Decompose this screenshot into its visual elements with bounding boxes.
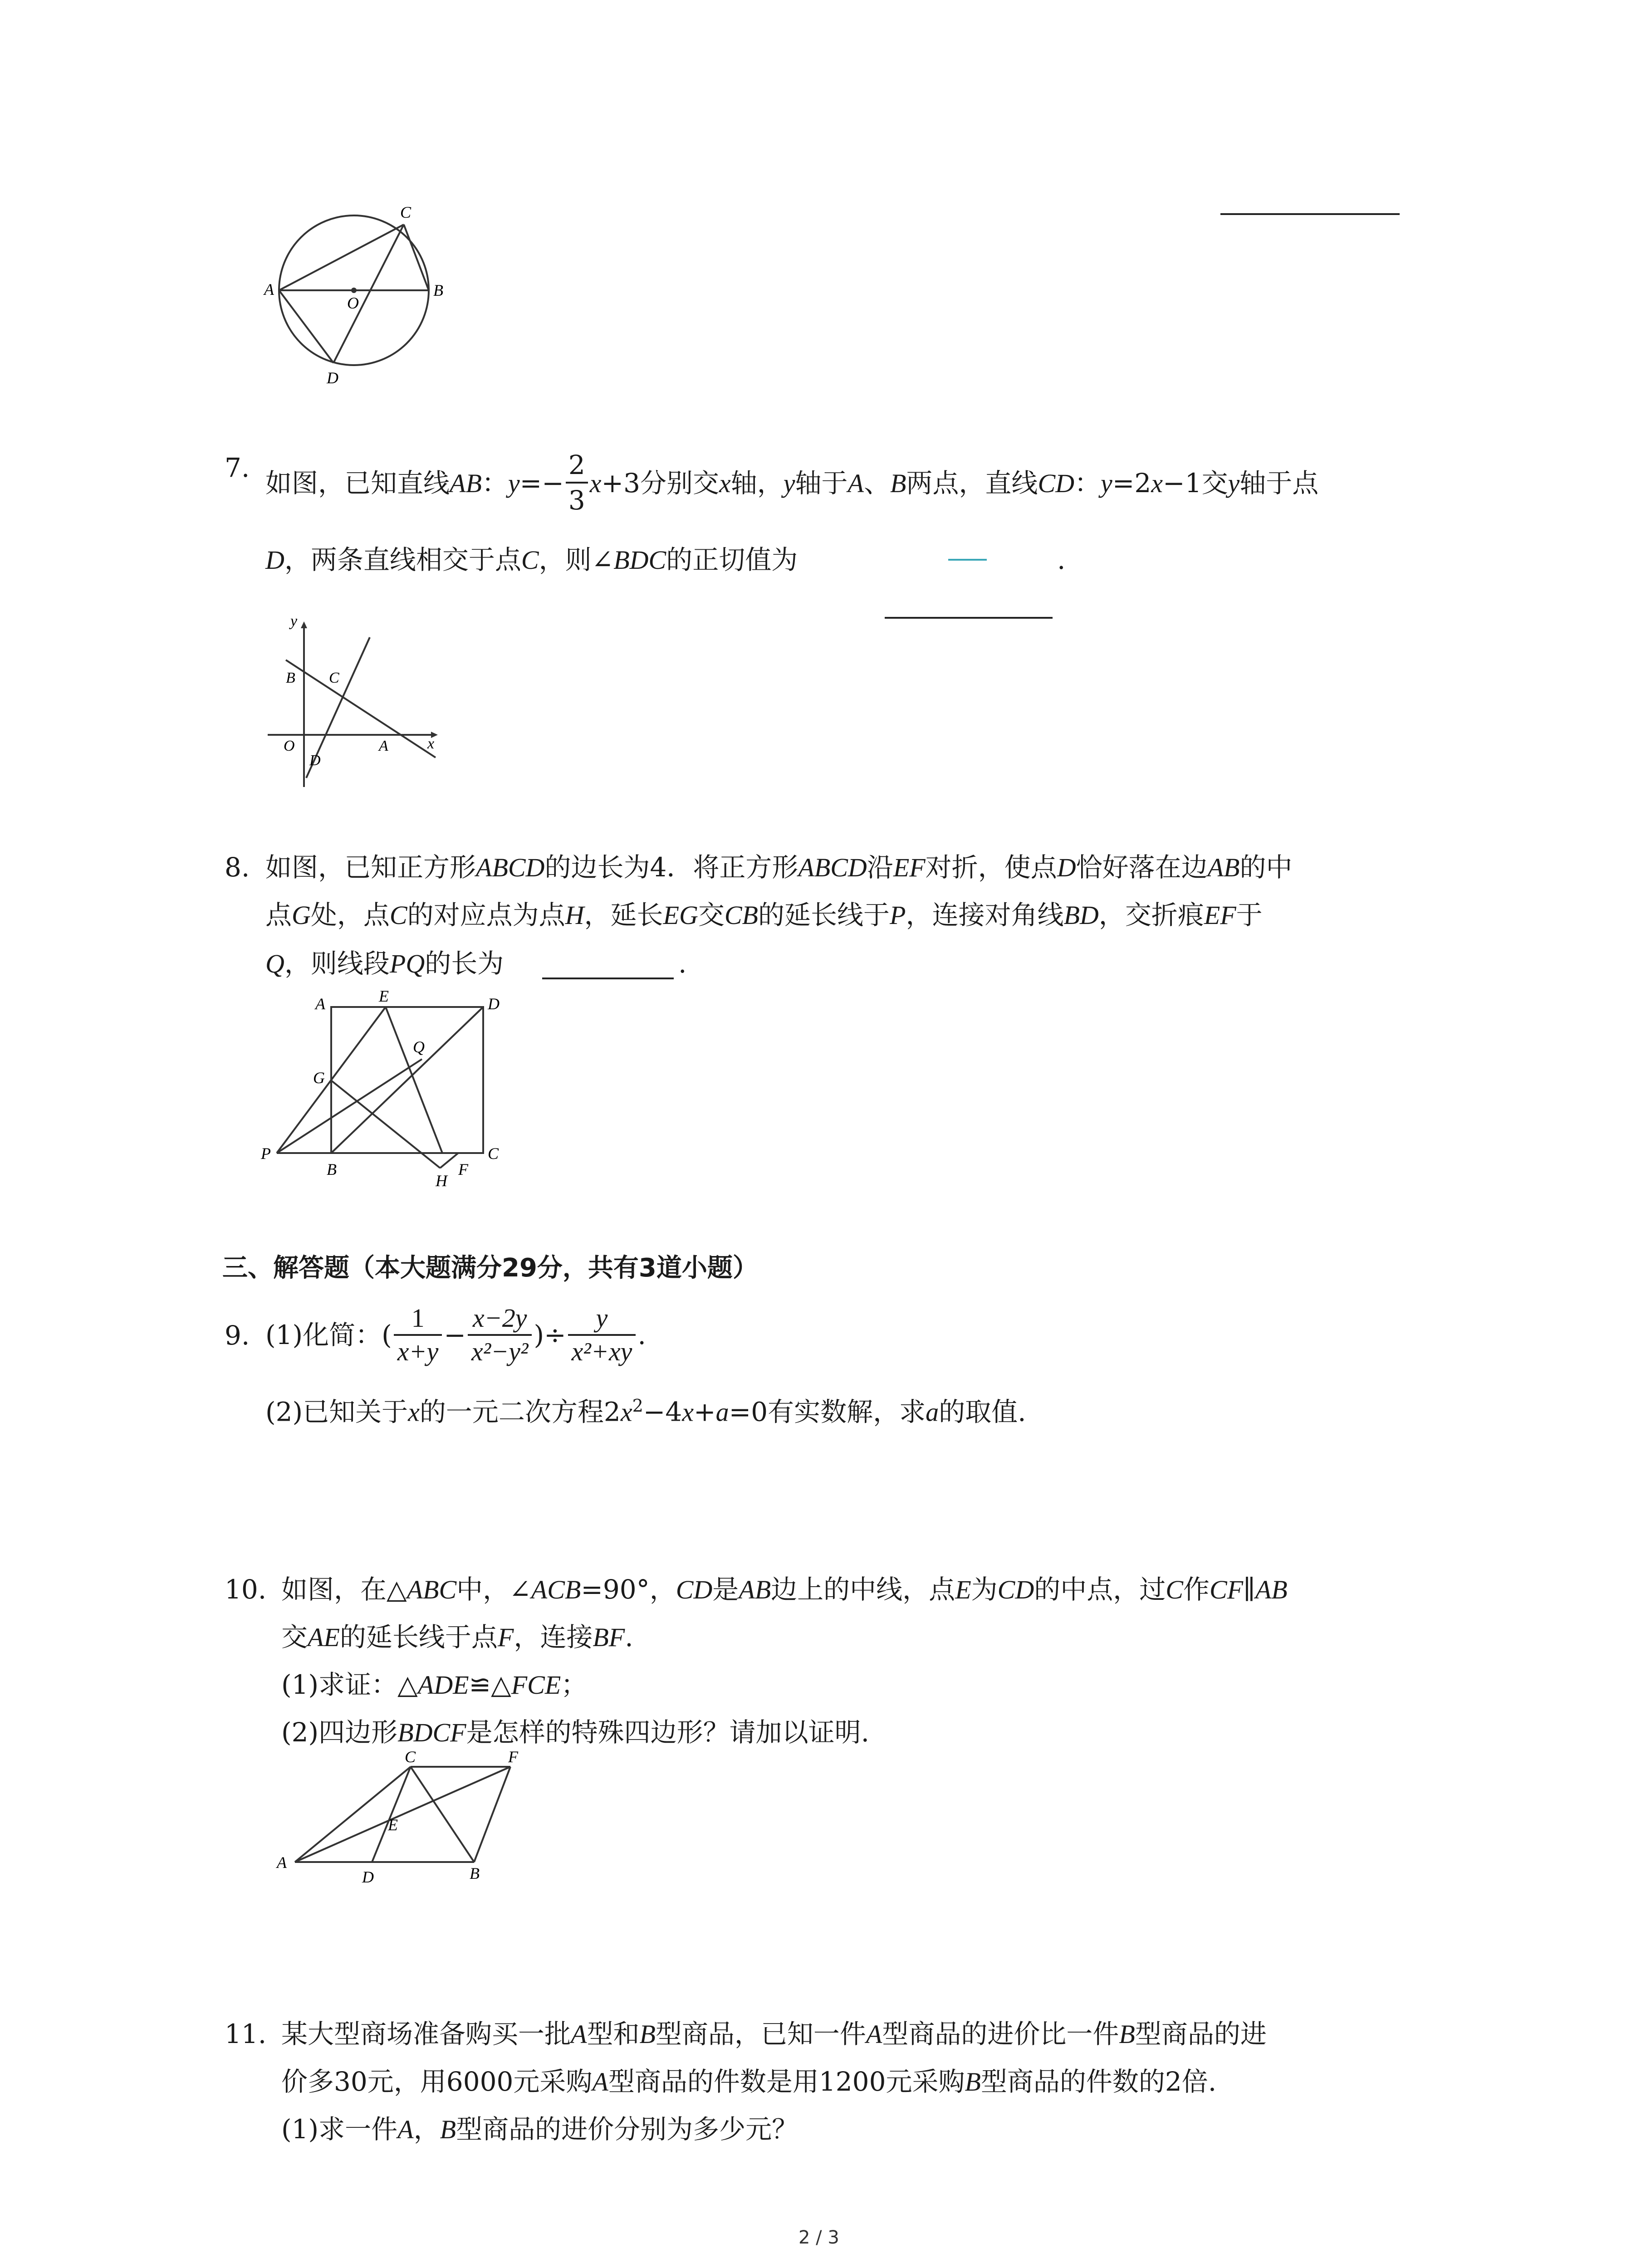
label-e: E <box>379 987 389 1005</box>
label-c: C <box>488 1144 499 1163</box>
label-b: B <box>327 1160 337 1178</box>
q7-number: 7. <box>225 452 250 483</box>
figure-q8-square <box>259 984 513 1193</box>
segment-hf <box>440 1153 458 1168</box>
answer-blank-q8 <box>542 978 674 979</box>
q9-fraction-3: $\frac{y}{\text{x²+xy}}$ <box>568 1305 636 1365</box>
segment-gh <box>331 1080 440 1168</box>
label-a: A <box>264 280 274 298</box>
label-d: D <box>488 995 500 1013</box>
label-q: Q <box>413 1038 425 1056</box>
segment-bd <box>331 1007 483 1153</box>
segment-pq <box>277 1059 422 1153</box>
q7-answer-mark <box>948 559 987 561</box>
figure-q6-circle <box>254 200 445 395</box>
q8-line2: 点G处，点C的对应点为点H，延长EG交CB的延长线于P，连接对角线BD，交折痕EF于 <box>265 899 1263 930</box>
label-c: C <box>405 1751 416 1766</box>
label-y: y <box>290 613 298 630</box>
label-x: x <box>427 735 435 752</box>
center-point-o <box>351 288 357 293</box>
q7-line1: 如图，已知直线AB：y=− $\frac{2}{3}$ x+3分别交x轴，y轴于A、B两点，直线CD：y=2x−1交y轴于点 <box>265 450 1319 516</box>
label-o: O <box>347 294 359 312</box>
label-e: E <box>388 1816 398 1834</box>
label-d: D <box>362 1868 374 1886</box>
label-a: A <box>315 995 325 1013</box>
q7-line2: D，两条直线相交于点C，则∠BDC的正切值为 <box>265 544 798 575</box>
label-h: H <box>436 1172 447 1190</box>
q9-fraction-1: $\frac{1}{x+y}$ <box>394 1305 442 1365</box>
y-axis-arrow <box>301 621 307 628</box>
answer-blank-q6 <box>1220 213 1400 215</box>
q8-number: 8. <box>225 852 250 883</box>
label-p: P <box>261 1144 271 1163</box>
q10-number: 10. <box>225 1574 267 1605</box>
q9-part1: (1)化简：( $\frac{1}{x+y}$ − $\frac{x-2y}{\text{x²−y²}}$ )÷ $\frac{y}{\text{x²+xy}}$ . <box>265 1303 646 1366</box>
q10-part2: (2)四边形BDCF是怎样的特殊四边形？请加以证明. <box>281 1717 870 1748</box>
q11-part1: (1)求一件A，B型商品的进价分别为多少元？ <box>281 2114 798 2145</box>
q11-number: 11. <box>225 2019 267 2049</box>
q7-line2-end: . <box>1057 544 1066 575</box>
segment-cb <box>411 1767 474 1862</box>
label-b: B <box>286 670 295 686</box>
label-f: F <box>508 1751 518 1766</box>
q7-fraction: $\frac{2}{3}$ <box>566 452 588 513</box>
q8-line3: Q，则线段PQ的长为 <box>265 948 504 979</box>
line-ab <box>286 660 436 758</box>
q9-number: 9. <box>225 1320 250 1351</box>
label-a: A <box>277 1853 287 1872</box>
segment-ac <box>279 225 404 290</box>
label-a: A <box>379 738 388 754</box>
segment-cd <box>333 225 404 363</box>
label-b: B <box>470 1864 480 1882</box>
q10-line2: 交AE的延长线于点F，连接BF. <box>281 1622 633 1652</box>
q10-line1: 如图，在△ABC中，∠ACB=90°，CD是AB边上的中线，点E为CD的中点，过C作CF∥AB <box>281 1574 1288 1605</box>
q8-line1: 如图，已知正方形ABCD的边长为4．将正方形ABCD沿EF对折，使点D恰好落在边AB的中 <box>265 852 1293 883</box>
q9-part2: (2)已知关于x的一元二次方程$2x^2-4x+a=0$有实数解，求a的取值. <box>265 1396 1026 1427</box>
section-3-title: 三、解答题（本大题满分29分，共有3道小题） <box>222 1253 758 1283</box>
segment-af <box>295 1767 510 1862</box>
label-d: D <box>327 369 338 387</box>
figure-q7-graph <box>259 610 454 792</box>
q11-line2: 价多30元，用6000元采购A型商品的件数是用1200元采购B型商品的件数的2倍. <box>281 2066 1217 2097</box>
label-g: G <box>313 1069 325 1087</box>
label-f: F <box>458 1160 468 1178</box>
label-o: O <box>284 738 295 754</box>
label-c: C <box>329 670 339 686</box>
label-b: B <box>433 281 443 299</box>
segment-cb <box>404 225 429 290</box>
figure-q10-parallelogram <box>272 1751 544 1896</box>
q10-part1: (1)求证：△ADE≌△FCE； <box>281 1669 588 1700</box>
answer-blank-q7 <box>885 617 1053 619</box>
segment-ac <box>295 1767 411 1862</box>
label-c: C <box>400 203 411 221</box>
q8-line3-end: . <box>678 948 687 979</box>
q9-fraction-2: $\frac{x-2y}{\text{x²−y²}}$ <box>468 1305 532 1365</box>
segment-ad <box>279 290 333 363</box>
page-number: 2 / 3 <box>798 2227 839 2248</box>
q11-line1: 某大型商场准备购买一批A型和B型商品，已知一件A型商品的进价比一件B型商品的进 <box>281 2019 1267 2049</box>
label-d: D <box>309 752 321 769</box>
